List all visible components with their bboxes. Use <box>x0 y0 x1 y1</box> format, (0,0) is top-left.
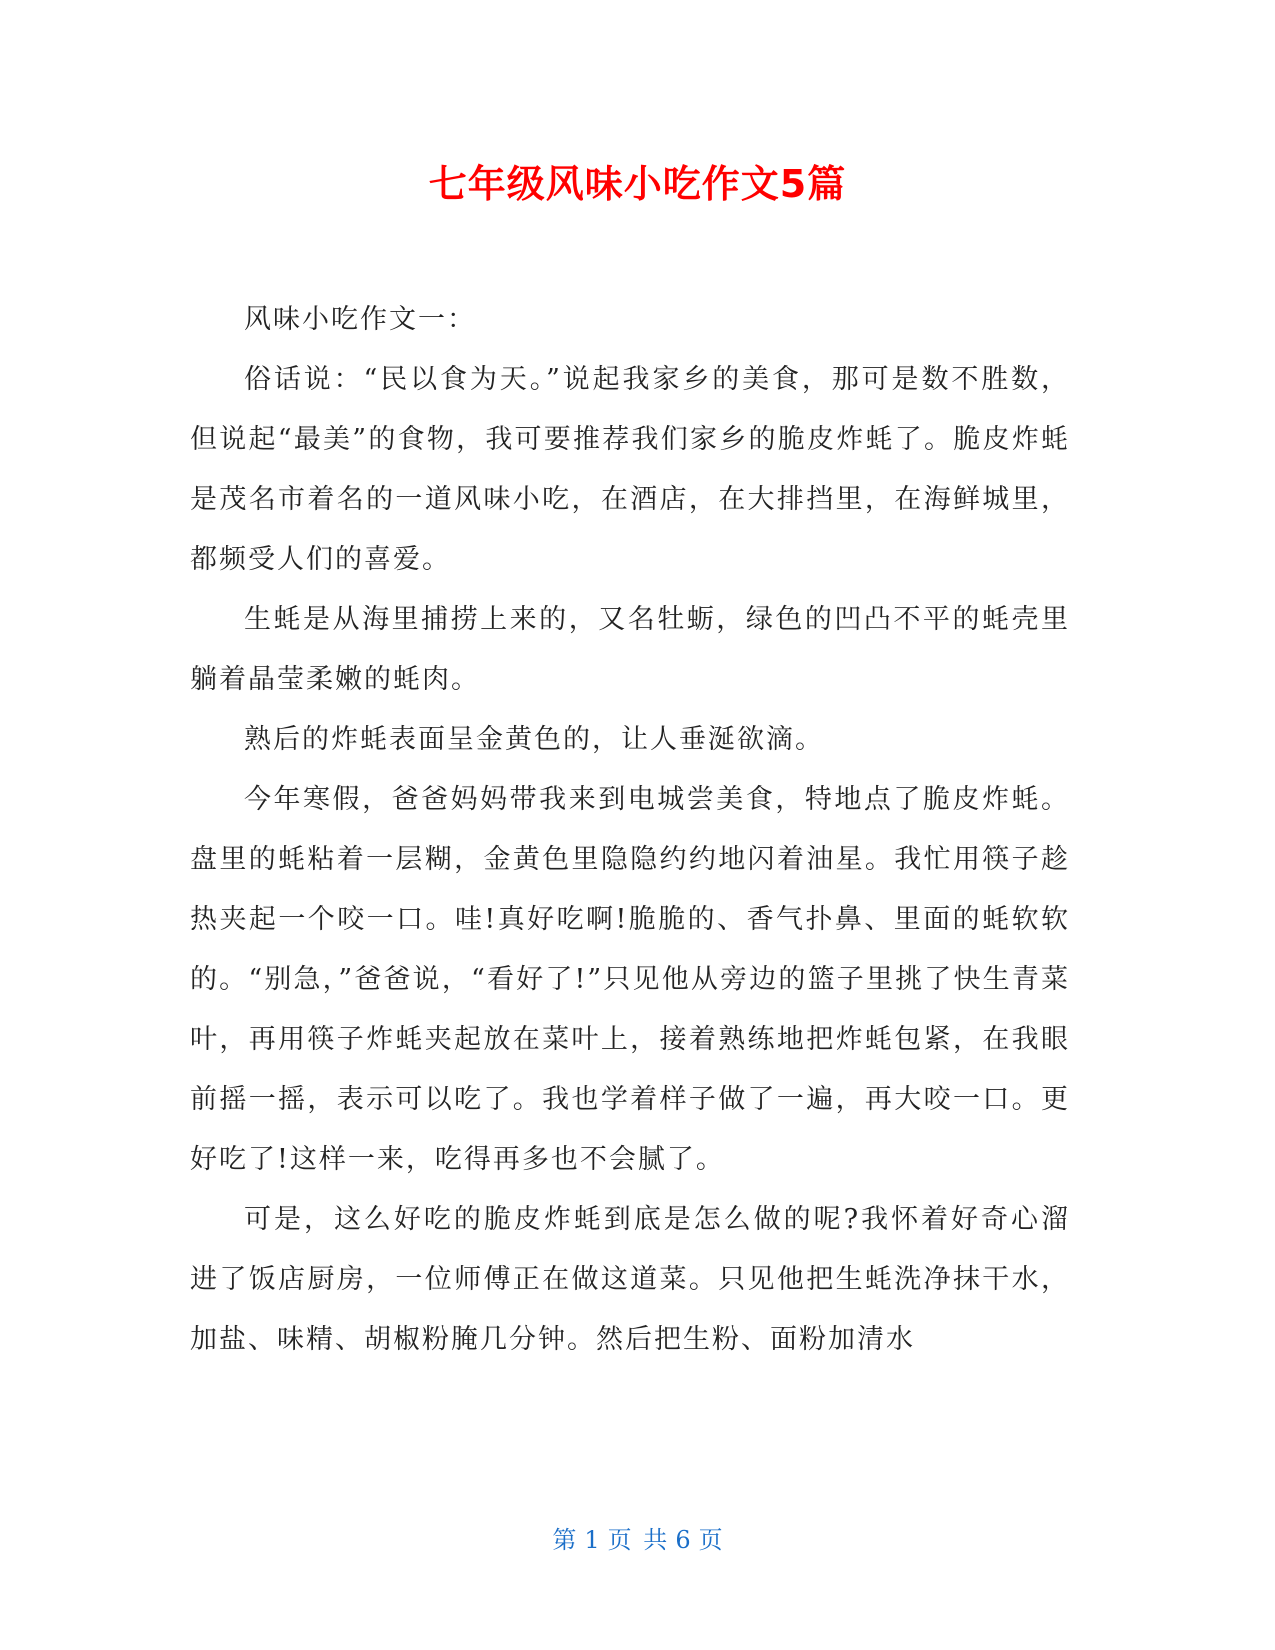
paragraph-heading: 风味小吃作文一： <box>244 304 476 335</box>
footer-middle: 页 共 <box>607 1526 668 1554</box>
footer-prefix: 第 <box>552 1526 577 1554</box>
paragraph: 俗话说：“民以食为天。”说起我家乡的美食，那可是数不胜数，但说起“最美”的食物，我可要推荐我们家乡的脆皮炸蚝了。脆皮炸蚝是茂名市着名的一道风味小吃，在酒店，在大排挡里，在海鲜城里，都频受人们的喜爱。 <box>190 364 1070 575</box>
total-pages-number: 6 <box>675 1526 691 1554</box>
paragraph: 熟后的炸蚝表面呈金黄色的，让人垂涎欲滴。 <box>244 724 824 755</box>
document-body <box>190 290 1070 1370</box>
document-title: 七年级风味小吃作文5篇 <box>428 162 847 206</box>
current-page-number: 1 <box>584 1526 600 1554</box>
paragraph: 生蚝是从海里捕捞上来的，又名牡蛎，绿色的凹凸不平的蚝壳里躺着晶莹柔嫩的蚝肉。 <box>190 604 1070 695</box>
footer-suffix: 页 <box>698 1526 723 1554</box>
paragraph: 今年寒假，爸爸妈妈带我来到电城尝美食，特地点了脆皮炸蚝。盘里的蚝粘着一层糊，金黄色里隐隐约约地闪着油星。我忙用筷子趁热夹起一个咬一口。哇!真好吃啊!脆脆的、香气扑鼻、里面的蚝软软的。“别急，”爸爸说，“看好了!”只见他从旁边的篮子里挑了快生青菜叶，再用筷子炸蚝夹起放在菜叶上，接着熟练地把炸蚝包紧，在我眼前摇一摇，表示可以吃了。我也学着样子做了一遍，再大咬一口。更好吃了!这样一来，吃得再多也不会腻了。 <box>190 784 1070 1175</box>
paragraph: 可是，这么好吃的脆皮炸蚝到底是怎么做的呢?我怀着好奇心溜进了饭店厨房，一位师傅正在做这道菜。只见他把生蚝洗净抹干水，加盐、味精、胡椒粉腌几分钟。然后把生粉、面粉加清水 <box>190 1204 1070 1355</box>
page-footer <box>0 1525 1275 1555</box>
